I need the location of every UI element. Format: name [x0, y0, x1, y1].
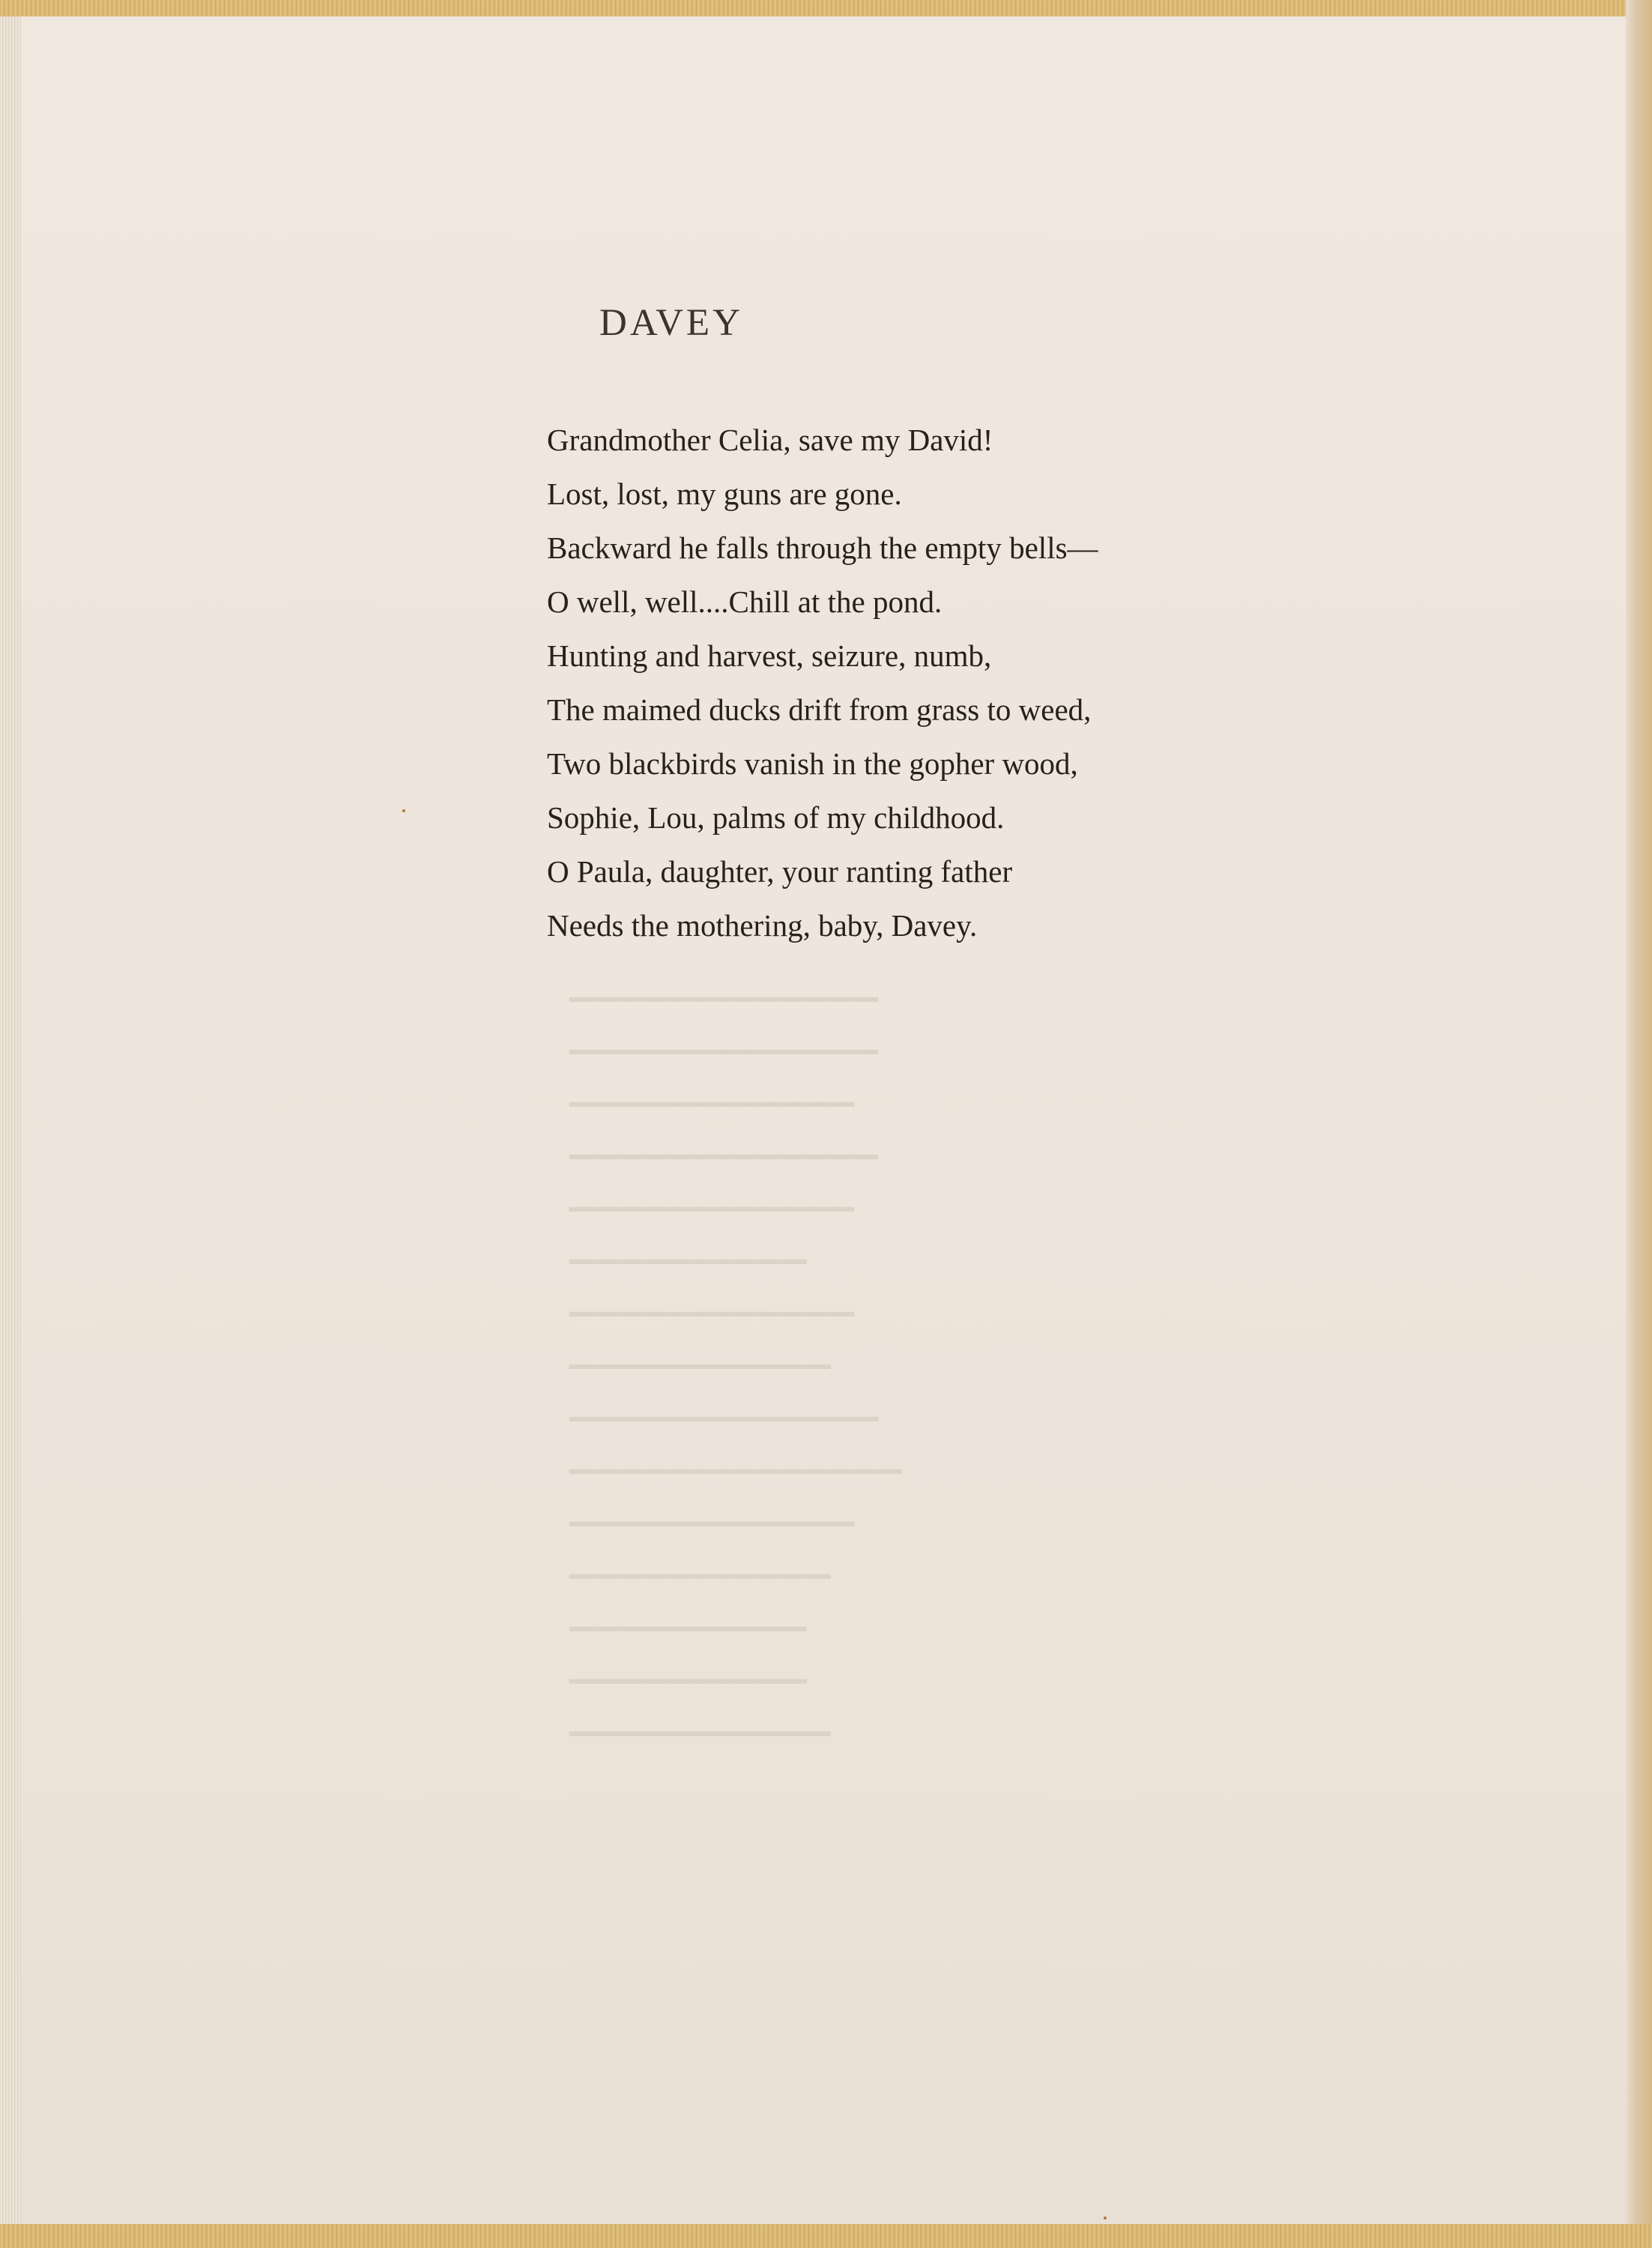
poem-line: Grandmother Celia, save my David! [547, 423, 993, 457]
poem-line: Backward he falls through the empty bells— [547, 531, 1098, 565]
show-through-line: ▁▁▁▁▁▁▁▁▁▁▁▁▁ [569, 967, 879, 1001]
show-through-line: ▁▁▁▁▁▁▁▁▁▁▁▁ [569, 1177, 856, 1211]
show-through-line: ▁▁▁▁▁▁▁▁▁▁▁▁▁ [569, 1020, 879, 1054]
show-through-line: ▁▁▁▁▁▁▁▁▁▁▁▁▁▁ [569, 1439, 903, 1473]
poem-line: Hunting and harvest, seizure, numb, [547, 638, 992, 673]
page-edges [0, 16, 21, 2227]
poem-line: Needs the mothering, baby, Davey. [547, 908, 978, 943]
cloth-binding-bottom [0, 2224, 1652, 2248]
show-through-line: ▁▁▁▁▁▁▁▁▁▁▁▁ [569, 1072, 856, 1106]
show-through-line: ▁▁▁▁▁▁▁▁▁▁ [569, 1230, 808, 1263]
paper-speck [1104, 2217, 1107, 2220]
poem-body [547, 413, 1098, 952]
show-through-line: ▁▁▁▁▁▁▁▁▁▁▁▁ [569, 1492, 856, 1526]
show-through-line: ▁▁▁▁▁▁▁▁▁▁▁ [569, 1335, 832, 1368]
show-through-line: ▁▁▁▁▁▁▁▁▁▁ [569, 1649, 808, 1683]
show-through-line: ▁▁▁▁▁▁▁▁▁▁▁▁ [569, 1282, 856, 1316]
page [16, 16, 1627, 2227]
poem-line: Sophie, Lou, palms of my childhood. [547, 800, 1005, 835]
cloth-binding-right [1626, 0, 1652, 2248]
show-through-line: ▁▁▁▁▁▁▁▁▁▁ [569, 1597, 808, 1631]
paper-speck [402, 809, 405, 812]
poem-title: DAVEY [599, 302, 743, 344]
poem-line: O Paula, daughter, your ranting father [547, 854, 1013, 889]
show-through-line: ▁▁▁▁▁▁▁▁▁▁▁▁▁ [569, 1387, 879, 1421]
show-through-line: ▁▁▁▁▁▁▁▁▁▁▁▁▁ [569, 1125, 879, 1158]
poem-line: Lost, lost, my guns are gone. [547, 477, 902, 511]
poem-line: Two blackbirds vanish in the gopher wood, [547, 746, 1078, 781]
show-through-line: ▁▁▁▁▁▁▁▁▁▁▁ [569, 1702, 832, 1735]
show-through-line: ▁▁▁▁▁▁▁▁▁▁▁ [569, 1544, 832, 1578]
poem-line: The maimed ducks drift from grass to weed, [547, 692, 1092, 727]
poem-line: O well, well....Chill at the pond. [547, 584, 943, 619]
